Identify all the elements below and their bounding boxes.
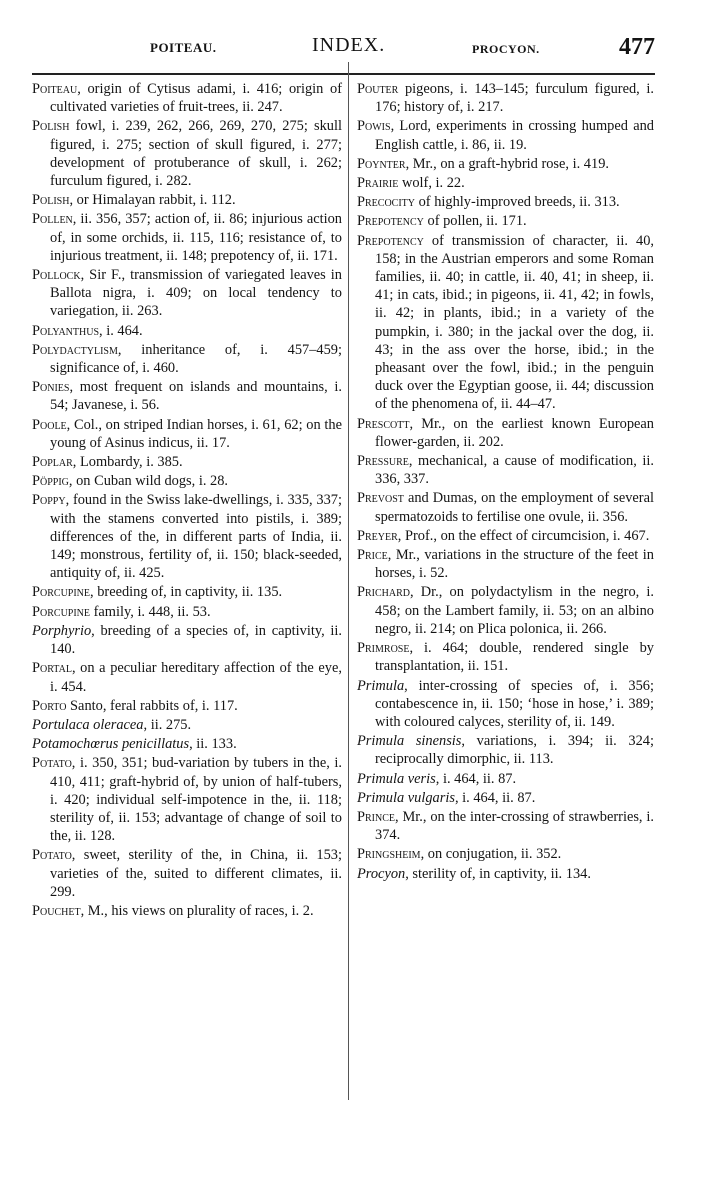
- entry-headword: Pressure: [357, 453, 409, 470]
- index-entry: [32, 491, 342, 582]
- entry-headword: Pouter: [357, 81, 399, 97]
- index-entry: [357, 80, 654, 116]
- entry-headword: Price: [357, 547, 388, 564]
- index-entry: [32, 659, 342, 695]
- entry-body: , i. 464.: [99, 322, 143, 339]
- page-header: [32, 34, 655, 70]
- index-entry: [357, 583, 654, 638]
- index-entry: [32, 117, 342, 190]
- entry-headword: Polish: [32, 118, 70, 135]
- entry-headword: Pollen: [32, 211, 73, 228]
- index-entry: [357, 232, 654, 414]
- entry-body: , Mr., on the earliest known European flower-garden, ii. 202.: [375, 415, 654, 450]
- index-entry: [357, 865, 654, 883]
- index-entry: [32, 735, 342, 753]
- entry-body: wolf, i. 22.: [398, 175, 465, 192]
- index-entry: [32, 603, 342, 621]
- entry-headword: Poppy: [32, 492, 66, 509]
- entry-headword: Preyer: [357, 527, 398, 544]
- entry-body: , found in the Swiss lake-dwellings, i. 335, 337; with the stamens converted into pistils, i. 389; differences of the, in different parts of India, ii. 149; monstrous, fertility of, ii. 150; black-seeded, antiquity of, ii. 425.: [50, 492, 342, 582]
- index-entry: [357, 546, 654, 582]
- entry-headword: Portal: [32, 660, 72, 677]
- index-entry: [357, 452, 654, 488]
- entry-headword: Potamochœrus penicillatus: [32, 736, 190, 753]
- index-entry: [32, 416, 342, 452]
- entry-body: pigeons, i. 143–145; furculum figured, i. 176; history of, i. 217.: [375, 81, 654, 116]
- entry-body: , on a peculiar hereditary affection of the eye, i. 454.: [50, 660, 342, 695]
- index-entry: [32, 210, 342, 265]
- entry-body: , Col., on striped Indian horses, i. 61, 62; on the young of Asinus indicus, ii. 17.: [50, 416, 342, 451]
- entry-headword: Pringsheim: [357, 846, 421, 863]
- index-entry: [32, 583, 342, 601]
- entry-body: , i. 464, ii. 87.: [435, 770, 517, 787]
- index-entry: [32, 378, 342, 414]
- entry-headword: Prepotency: [357, 213, 424, 230]
- entry-body: and Dumas, on the employment of several spermatozoids to fertilise one ovule, ii. 356.: [375, 490, 654, 525]
- entry-headword: Polyanthus: [32, 322, 100, 339]
- header-rule: [32, 73, 655, 75]
- entry-body: , ii. 275.: [143, 716, 192, 733]
- entry-body: , Mr., on the inter-crossing of strawberries, i. 374.: [375, 808, 654, 844]
- entry-body: , origin of Cytisus adami, i. 416; origin of cultivated varieties of fruit-trees, ii. 247.: [50, 81, 342, 116]
- entry-body: , i. 464, ii. 87.: [454, 789, 536, 806]
- index-entry: [32, 453, 342, 471]
- entry-headword: Polydactylism: [32, 341, 118, 358]
- index-entry: [357, 193, 654, 211]
- entry-body: , Sir F., transmission of variegated leaves in Ballota nigra, i. 409; on local tendency to variegation, ii. 263.: [50, 267, 342, 320]
- entry-headword: Polish: [32, 192, 70, 209]
- entry-body: , Mr., on a graft-hybrid rose, i. 419.: [405, 155, 609, 172]
- entry-headword: Primrose: [357, 640, 410, 657]
- entry-body: , breeding of a species of, in captivity, ii. 140.: [50, 622, 342, 658]
- header-first-entry: POITEAU.: [150, 40, 217, 55]
- entry-body: of highly-improved breeds, ii. 313.: [415, 194, 620, 211]
- header-last-entry: PROCYON.: [472, 42, 540, 56]
- index-entry: [32, 80, 342, 116]
- header-title: INDEX.: [312, 34, 386, 56]
- entry-body: , Lord, experiments in crossing humped and English cattle, i. 86, ii. 19.: [375, 118, 654, 153]
- entry-body: , Dr., on polydactylism in the negro, i. 458; on the Lambert family, ii. 53; on an albino negro, ii. 214; on Plica polonica, ii. 266.: [375, 584, 654, 637]
- entry-headword: Pollock: [32, 267, 81, 284]
- entry-body: , inheritance of, i. 457–459; significance of, i. 460.: [50, 341, 342, 377]
- entry-headword: Ponies: [32, 379, 70, 396]
- entry-headword: Porto: [32, 697, 67, 714]
- index-entry: [357, 677, 654, 732]
- entry-headword: Prince: [357, 808, 396, 825]
- entry-headword: Primula: [357, 677, 405, 694]
- entry-headword: Porcupine: [32, 584, 91, 601]
- index-entry: [32, 191, 342, 209]
- column-divider: [348, 62, 349, 1100]
- entry-body: , i. 464; double, rendered single by transplantation, ii. 151.: [375, 640, 654, 675]
- entry-headword: Primula vulgaris: [357, 789, 455, 806]
- entry-body: , ii. 356, 357; action of, ii. 86; injurious action of, in some orchids, ii. 115, 116; resistance of, to injurious treatment, ii. 148; prepotency of, ii. 171.: [50, 211, 342, 264]
- index-entry: [357, 415, 654, 451]
- left-column: [32, 80, 342, 921]
- entry-body: , mechanical, a cause of modification, ii. 336, 337.: [375, 453, 654, 488]
- index-entry: [32, 622, 342, 658]
- entry-headword: Prairie: [357, 175, 399, 192]
- entry-headword: Primula sinensis: [357, 733, 462, 750]
- entry-headword: Powis: [357, 118, 391, 135]
- index-entry: [357, 212, 654, 230]
- entry-headword: Prescott: [357, 415, 410, 432]
- page-number: 477: [619, 34, 655, 60]
- index-entry: [32, 266, 342, 321]
- index-entry: [357, 808, 654, 844]
- entry-headword: Pouchet: [32, 902, 81, 919]
- entry-headword: Poiteau: [32, 81, 78, 97]
- index-entry: [357, 639, 654, 675]
- index-entry: [357, 155, 654, 173]
- entry-body: , Prof., on the effect of circumcision, i. 467.: [397, 527, 650, 544]
- entry-headword: Prepotency: [357, 232, 424, 249]
- index-entry: [32, 472, 342, 490]
- entry-headword: Poynter: [357, 155, 406, 172]
- entry-headword: Prevost: [357, 490, 404, 507]
- entry-body: , on Cuban wild dogs, i. 28.: [68, 473, 229, 490]
- index-entry: [357, 174, 654, 192]
- index-entry: [357, 527, 654, 545]
- entry-body: family, i. 448, ii. 53.: [90, 603, 211, 620]
- entry-body: , variations, i. 394; ii. 324; reciprocally dimorphic, ii. 113.: [375, 733, 654, 768]
- entry-headword: Pöppig: [32, 473, 69, 490]
- entry-body: , sterility of, in captivity, ii. 134.: [405, 865, 591, 882]
- entry-headword: Porphyrio: [32, 622, 92, 639]
- index-entry: [32, 716, 342, 734]
- entry-headword: Poplar: [32, 454, 73, 471]
- entry-body: , inter-crossing of species of, i. 356; contabescence in, ii. 150; ‘hose in hose,’ i. 389; with coloured calyces, sterility of, ii. 149.: [375, 677, 654, 730]
- index-entry: [32, 846, 342, 901]
- index-entry: [357, 770, 654, 788]
- index-entry: [357, 789, 654, 807]
- entry-body: fowl, i. 239, 262, 266, 269, 270, 275; skull figured, i. 275; section of skull figured, i. 277; development of protuberance of skull, i. 262; furculum figured, i. 282.: [50, 118, 342, 190]
- entry-headword: Primula veris: [357, 770, 436, 787]
- entry-body: , sweet, sterility of the, in China, ii. 153; varieties of the, suited to different climates, ii. 299.: [50, 847, 342, 900]
- entry-body: , i. 350, 351; bud-variation by tubers in the, i. 410, 411; graft-hybrid of, by union of half-tubers, i. 420; individual self-impotence in the, ii. 118; sterility of, ii. 153; advantage of change of soil to the, ii. 128.: [50, 755, 342, 845]
- entry-headword: Procyon: [357, 865, 406, 882]
- index-entry: [32, 341, 342, 377]
- entry-body: , ii. 133.: [189, 736, 237, 753]
- index-entry: [357, 732, 654, 768]
- entry-body: of transmission of character, ii. 40, 158; in the Austrian emperors and some Roman families, ii. 40; in cattle, ii. 40, 41; in sheep, ii. 41; in cats, ibid.; in pigeons, ii. 41, 42; in fowls, ii. 42; in plants, ibid.; in a variety of the pumpkin, i. 380; in the jackal over the dog, ii. 43; in the ass over the horse, ibid.; in the pheasant over the fowl, ibid.; in the penguin duck over the Egyptian goose, ii. 44; discussion of the phenomena of, ii. 44–47.: [375, 232, 654, 413]
- entry-body: , Mr., variations in the structure of the feet in horses, i. 52.: [375, 547, 654, 582]
- entry-headword: Precocity: [357, 194, 416, 211]
- entry-body: of pollen, ii. 171.: [423, 213, 527, 230]
- entry-body: , most frequent on islands and mountains, i. 54; Javanese, i. 56.: [50, 379, 342, 414]
- index-entry: [32, 697, 342, 715]
- entry-body: , breeding of, in captivity, ii. 135.: [90, 584, 283, 601]
- entry-headword: Portulaca oleracea: [32, 716, 144, 733]
- entry-headword: Prichard: [357, 584, 411, 601]
- entry-body: , or Himalayan rabbit, i. 112.: [69, 192, 236, 209]
- index-entry: [357, 117, 654, 153]
- entry-body: Santo, feral rabbits of, i. 117.: [66, 697, 238, 714]
- index-entry: [32, 322, 342, 340]
- index-entry: [357, 845, 654, 863]
- right-column: [357, 80, 654, 884]
- entry-headword: Potato: [32, 755, 72, 772]
- index-entry: [32, 902, 342, 920]
- entry-headword: Porcupine: [32, 603, 91, 620]
- entry-body: , on conjugation, ii. 352.: [420, 846, 562, 863]
- index-entry: [32, 754, 342, 845]
- entry-headword: Poole: [32, 416, 67, 433]
- index-entry: [357, 489, 654, 525]
- entry-body: , M., his views on plurality of races, i. 2.: [80, 902, 314, 919]
- entry-body: , Lombardy, i. 385.: [72, 454, 183, 471]
- entry-headword: Potato: [32, 847, 72, 864]
